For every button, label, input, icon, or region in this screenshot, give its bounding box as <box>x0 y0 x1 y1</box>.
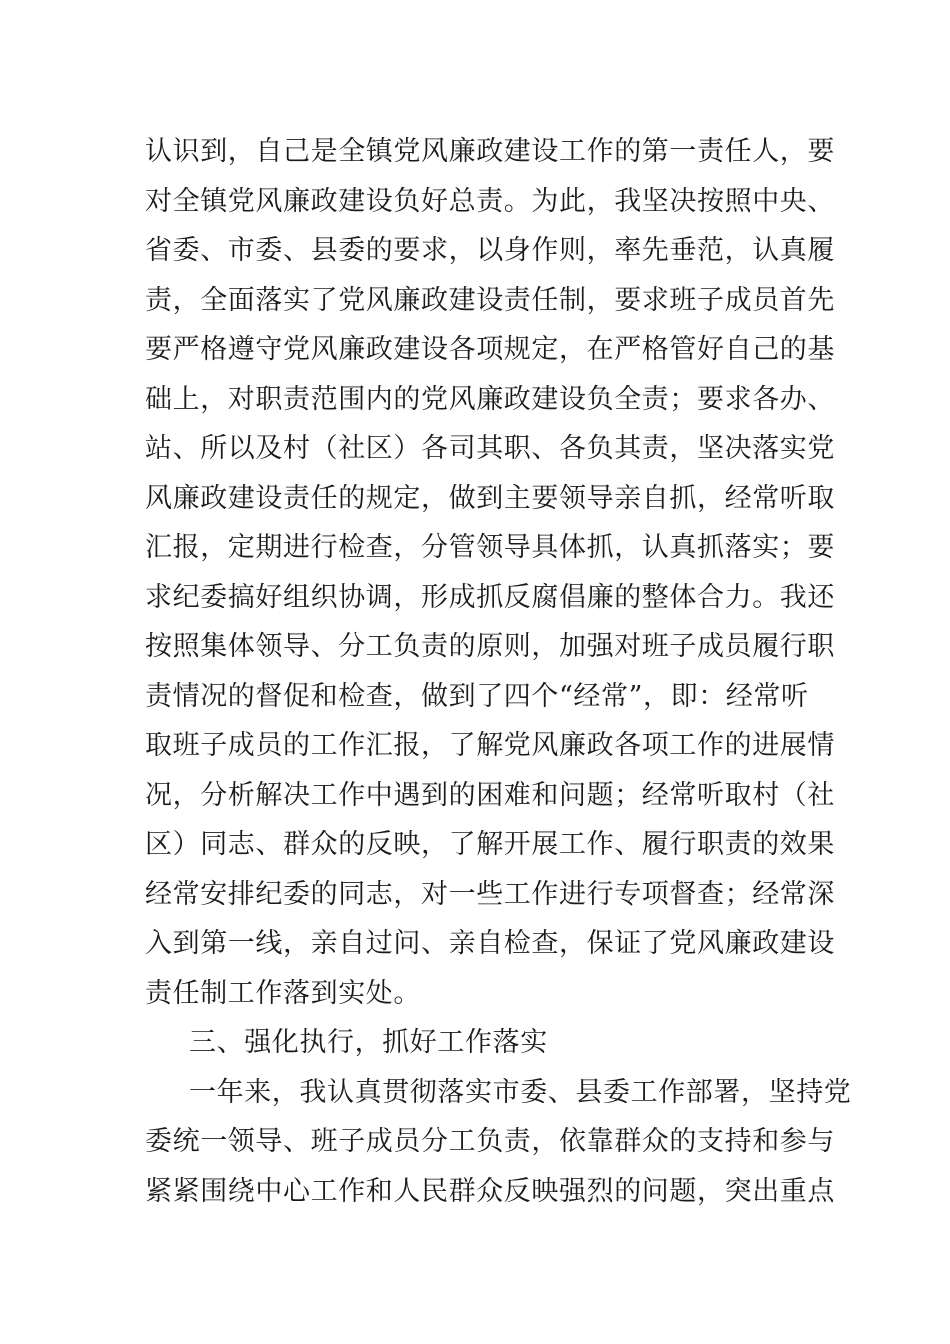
body-line: 紧紧围绕中心工作和人民群众反映强烈的问题，突出重点 <box>145 1175 835 1207</box>
body-line: 对全镇党风廉政建设负好总责。为此，我坚决按照中央、 <box>145 185 835 217</box>
body-line: 认识到，自己是全镇党风廉政建设工作的第一责任人，要 <box>145 136 835 167</box>
body-line: 风廉政建设责任的规定，做到主要领导亲自抓，经常听取 <box>145 482 835 514</box>
body-line: 汇报，定期进行检查，分管领导具体抓，认真抓落实；要 <box>145 532 835 563</box>
body-line: 取班子成员的工作汇报，了解党风廉政各项工作的进展情 <box>145 730 835 761</box>
body-line: 求纪委搞好组织协调，形成抓反腐倡廉的整体合力。我还 <box>145 581 835 613</box>
body-line: 一年来，我认真贯彻落实市委、县委工作部署，坚持党 <box>189 1076 852 1108</box>
body-line: 经常安排纪委的同志，对一些工作进行专项督查；经常深 <box>145 878 835 910</box>
section-heading: 三、强化执行，抓好工作落实 <box>189 1027 548 1058</box>
body-line: 责任制工作落到实处。 <box>145 977 421 1009</box>
body-line: 础上，对职责范围内的党风廉政建设负全责；要求各办、 <box>145 383 835 415</box>
body-line: 按照集体领导、分工负责的原则，加强对班子成员履行职 <box>145 631 835 662</box>
body-line: 况，分析解决工作中遇到的困难和问题；经常听取村（社 <box>145 779 835 811</box>
body-line: 站、所以及村（社区）各司其职、各负其责，坚决落实党 <box>145 433 835 464</box>
body-line: 责，全面落实了党风廉政建设责任制，要求班子成员首先 <box>145 284 835 316</box>
document-body <box>145 127 852 1216</box>
body-line: 省委、市委、县委的要求，以身作则，率先垂范，认真履 <box>145 235 835 266</box>
body-line: 责情况的督促和检查，做到了四个“经常”，即：经常听 <box>145 680 809 712</box>
body-line: 委统一领导、班子成员分工负责，依靠群众的支持和参与 <box>145 1126 835 1157</box>
body-line: 区）同志、群众的反映，了解开展工作、履行职责的效果 <box>145 829 835 860</box>
body-line: 要严格遵守党风廉政建设各项规定，在严格管好自己的基 <box>145 334 835 365</box>
body-line: 入到第一线，亲自过问、亲自检查，保证了党风廉政建设 <box>145 928 835 959</box>
